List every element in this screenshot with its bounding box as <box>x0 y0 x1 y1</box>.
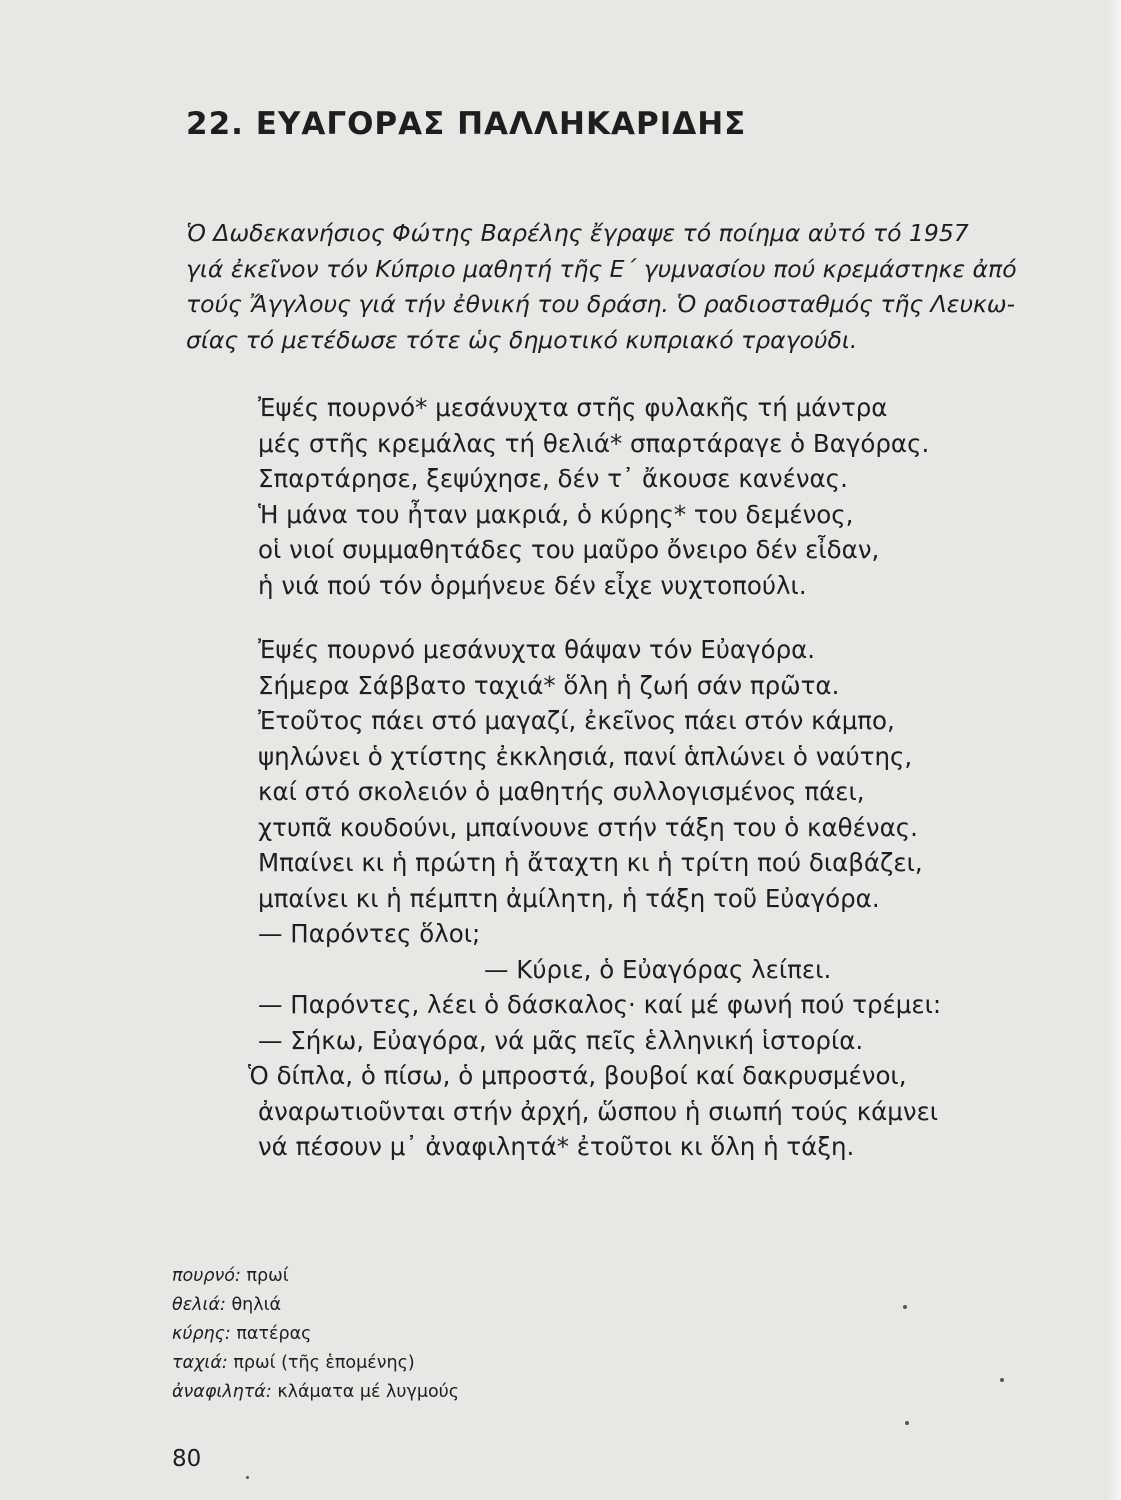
verse-line: Μπαίνει κι ἡ πρώτη ἡ ἄταχτη κι ἡ τρίτη πού διαβάζει, <box>258 848 923 877</box>
glossary-entry <box>172 1320 459 1349</box>
verse-line: Ἐτοῦτος πάει στό μαγαζί, ἐκεῖνος πάει στόν κάμπο, <box>258 706 895 735</box>
page-edge <box>1107 0 1121 1500</box>
glossary-entry <box>172 1262 459 1291</box>
glossary-entry <box>172 1349 459 1378</box>
verse-line: Σπαρτάρησε, ξεψύχησε, δέν τ᾽ ἄκουσε κανένας. <box>258 464 848 493</box>
verse-line: ἀναρωτιοῦνται στήν ἀρχή, ὥσπου ἡ σιωπή τούς κάμνει <box>258 1096 939 1126</box>
paper-speck <box>1000 1378 1004 1382</box>
verse-line: μές στῆς κρεμάλας τή θελιά* σπαρτάραγε ὁ Βαγόρας. <box>258 428 930 458</box>
intro-line: τούς Ἄγγλους γιά τήν ἐθνική του δράση. Ὁ ραδιοσταθμός τῆς Λευκω- <box>186 290 1016 318</box>
verse-line: Ἐψές πουρνό* μεσάνυχτα στῆς φυλακῆς τή μάντρα <box>258 393 888 422</box>
glossary-definition: κλάματα μέ λυγμούς <box>277 1382 460 1402</box>
glossary <box>172 1262 459 1407</box>
verse-line-indented: — Κύριε, ὁ Εὐαγόρας λείπει. <box>484 954 832 984</box>
poem-stanza-2 <box>248 632 942 1165</box>
verse-line: οἱ νιοί συμμαθητάδες του μαῦρο ὄνειρο δέν εἶδαν, <box>258 535 880 564</box>
paper-speck <box>905 1421 909 1425</box>
glossary-term: ταχιά: <box>172 1353 228 1373</box>
verse-line: καί στό σκολειόν ὁ μαθητής συλλογισμένος πάει, <box>258 777 865 806</box>
glossary-definition: πρωί <box>246 1266 289 1286</box>
verse-line: — Σήκω, Εὐαγόρα, νά μᾶς πεῖς ἑλληνική ἱστορία. <box>258 1025 864 1055</box>
glossary-entry <box>172 1378 459 1407</box>
glossary-term: κύρης: <box>172 1324 231 1344</box>
poem-stanza-1 <box>258 390 929 603</box>
verse-line: νά πέσουν μ᾽ ἀναφιλητά* ἐτοῦτοι κι ὅλη ἡ τάξη. <box>258 1132 855 1161</box>
verse-line: Ἐψές πουρνό μεσάνυχτα θάψαν τόν Εὐαγόρα. <box>258 635 816 664</box>
page-number: 80 <box>172 1446 202 1472</box>
verse-line: — Παρόντες, λέει ὁ δάσκαλος· καί μέ φωνή πού τρέμει: <box>258 990 942 1019</box>
verse-line: ἡ νιά πού τόν ὁρμήνευε δέν εἶχε νυχτοπούλι. <box>258 570 807 600</box>
verse-line: — Παρόντες ὅλοι; <box>258 919 481 948</box>
paper-speck <box>246 1476 249 1479</box>
intro-line: γιά ἐκεῖνον τόν Κύπριο μαθητή τῆς Ε΄ γυμνασίου πού κρεμάστηκε ἀπό <box>186 254 1017 283</box>
verse-line: Ὁ δίπλα, ὁ πίσω, ὁ μπροστά, βουβοί καί δακρυσμένοι, <box>248 1061 907 1090</box>
verse-line: μπαίνει κι ἡ πέμπτη ἀμίλητη, ἡ τάξη τοῦ Εὐαγόρα. <box>258 883 880 913</box>
intro-line: Ὁ Δωδεκανήσιος Φώτης Βαρέλης ἔγραψε τό ποίημα αὐτό τό 1957 <box>186 219 969 247</box>
glossary-term: ἀναφιλητά: <box>172 1382 272 1402</box>
glossary-definition: πατέρας <box>236 1324 312 1344</box>
glossary-entry <box>172 1291 459 1320</box>
glossary-definition: θηλιά <box>231 1295 282 1315</box>
intro-paragraph <box>186 216 1046 358</box>
glossary-definition: πρωί (τῆς ἑπομένης) <box>233 1353 415 1373</box>
verse-line: ψηλώνει ὁ χτίστης ἐκκλησιά, πανί ἁπλώνει ὁ ναύτης, <box>258 741 913 771</box>
glossary-term: θελιά: <box>172 1295 226 1315</box>
verse-line: χτυπᾶ κουδούνι, μπαίνουνε στήν τάξη του ὁ καθένας. <box>258 812 918 842</box>
verse-line: Σήμερα Σάββατο ταχιά* ὅλη ἡ ζωή σάν πρῶτα. <box>258 670 840 700</box>
intro-line: σίας τό μετέδωσε τότε ὡς δημοτικό κυπριακό τραγούδι. <box>186 325 858 354</box>
glossary-term: πουρνό: <box>172 1266 241 1286</box>
paper-speck <box>903 1305 907 1309</box>
chapter-title: 22. ΕΥΑΓΟΡΑΣ ΠΑΛΛΗΚΑΡΙΔΗΣ <box>186 106 747 142</box>
verse-line: Ἡ μάνα του ἦταν μακριά, ὁ κύρης* του δεμένος, <box>258 499 854 529</box>
